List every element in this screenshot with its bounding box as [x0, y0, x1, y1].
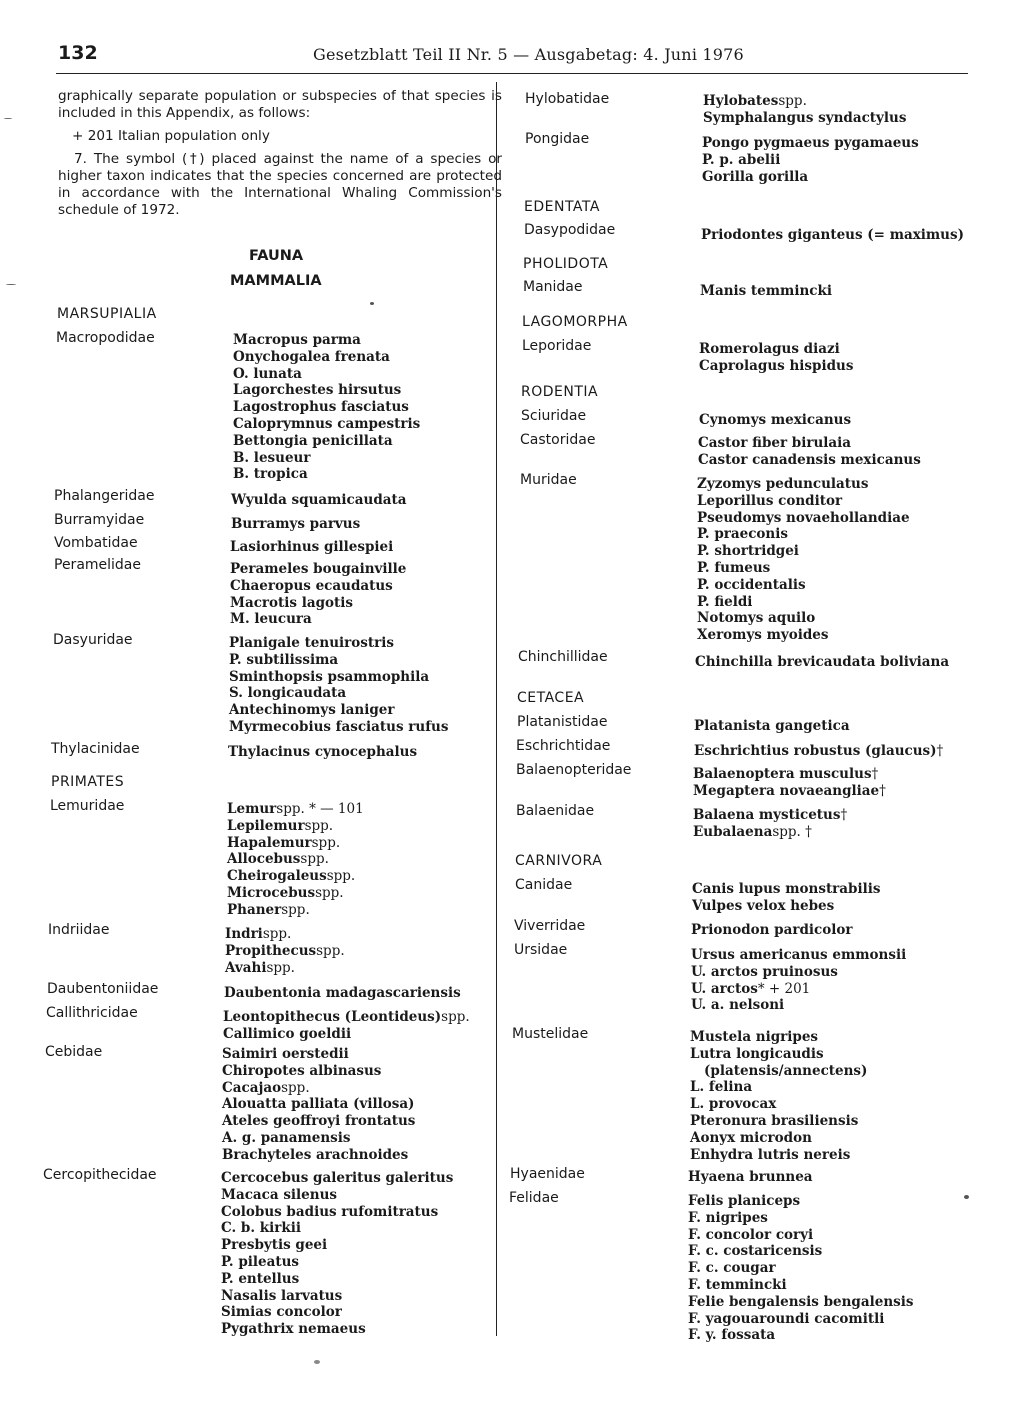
species-name: Chinchilla brevicaudata boliviana — [695, 654, 950, 670]
species-name — [222, 1147, 415, 1164]
scan-speck — [314, 1360, 320, 1364]
species-bold: Hapalemur — [227, 834, 312, 851]
species-list — [229, 635, 448, 736]
family-name: Leporidae — [522, 338, 592, 354]
species-list — [224, 985, 461, 1002]
species-list — [695, 654, 949, 671]
species-name — [222, 1096, 415, 1113]
species-suffix: spp. — [311, 834, 341, 851]
species-name: Aonyx microdon — [690, 1129, 812, 1146]
species-name: (platensis/annectens) — [704, 1062, 868, 1079]
species-name: F. c. cougar — [688, 1260, 776, 1277]
species-suffix: spp. — [281, 1079, 310, 1096]
species-name: B. lesueur — [233, 449, 311, 466]
species-name: Onychogalea frenata — [233, 348, 390, 365]
species-name: F. yagouaroundi cacomitli — [688, 1310, 885, 1327]
species-name: Notomys aquilo — [697, 610, 816, 627]
family-name: Peramelidae — [54, 557, 142, 573]
species-suffix: spp. — [315, 884, 344, 901]
species-bold: Lepilemur — [227, 817, 305, 834]
species-name — [227, 868, 364, 885]
species-name: Felis planiceps — [688, 1193, 801, 1209]
species-list — [688, 1169, 813, 1186]
species-list — [692, 881, 880, 915]
species-list — [694, 743, 943, 760]
species-list — [230, 561, 406, 628]
family-name: Indriidae — [48, 922, 110, 938]
family-name: Eschrichtidae — [516, 738, 611, 754]
family-name: Balaenopteridae — [516, 762, 632, 778]
family-name: Muridae — [520, 472, 577, 488]
species-list — [221, 1170, 453, 1338]
species-bold: A. g. panamensis — [222, 1129, 351, 1146]
species-bold: Allocebus — [227, 851, 301, 868]
family-name: Balaenidae — [516, 803, 595, 819]
species-list — [223, 1009, 470, 1043]
species-list — [691, 922, 853, 939]
species-suffix: † — [936, 743, 944, 759]
species-name: Sminthopsis psammophila — [229, 668, 430, 685]
species-name: Felie bengalensis bengalensis — [688, 1293, 914, 1310]
species-list — [700, 283, 832, 300]
mammalia-heading: MAMMALIA — [230, 273, 322, 289]
species-bold: Balaena mysticetus — [693, 807, 841, 823]
species-name — [227, 835, 364, 852]
species-name — [693, 766, 886, 783]
species-name — [691, 997, 906, 1014]
scan-speck — [6, 284, 16, 285]
species-list — [691, 947, 906, 1014]
species-name: Xeromys myoides — [697, 627, 829, 644]
species-name: Enhydra lutris nereis — [690, 1146, 851, 1163]
species-name: P. subtilissima — [229, 651, 339, 668]
species-name — [225, 926, 345, 943]
species-list — [702, 135, 919, 185]
species-suffix: spp. — [441, 1009, 470, 1025]
scan-speck — [4, 118, 12, 119]
species-list — [690, 1029, 867, 1163]
species-name — [225, 960, 345, 977]
species-bold: Chiropotes albinasus — [222, 1062, 382, 1079]
species-name: M. leucura — [230, 611, 312, 628]
species-name: Leporillus conditor — [697, 492, 843, 509]
species-name: Lutra longicaudis — [690, 1045, 824, 1062]
intro-paragraph: graphically separate population or subspecies of that species is included in this Appendix, as follows: — [58, 88, 502, 121]
species-name: Castor canadensis mexicanus — [698, 451, 921, 468]
species-bold: Ursus americanus emmonsii — [691, 947, 907, 963]
species-name: Caloprymnus campestris — [233, 415, 421, 432]
species-name: P. occidentalis — [697, 576, 806, 593]
species-name: Simias concolor — [221, 1304, 342, 1321]
species-name: Hyaena brunnea — [688, 1169, 813, 1185]
species-name — [691, 964, 906, 981]
species-name — [694, 743, 943, 760]
family-name: Dasypodidae — [524, 222, 616, 238]
species-name: F. nigripes — [688, 1209, 768, 1226]
species-name: S. longicaudata — [229, 685, 347, 702]
species-suffix: † — [879, 782, 886, 799]
family-name: Thylacinidae — [51, 741, 140, 757]
species-list — [225, 926, 345, 976]
species-name: Pseudomys novaehollandiae — [697, 509, 910, 526]
species-list — [698, 435, 921, 469]
species-bold: Saimiri oerstedii — [222, 1046, 349, 1062]
species-bold: Indri — [225, 926, 263, 942]
species-name: Planigale tenuirostris — [229, 635, 394, 651]
order-heading: LAGOMORPHA — [522, 314, 628, 330]
species-suffix: spp. — [266, 959, 295, 976]
species-name: Prionodon pardicolor — [691, 922, 853, 938]
species-bold: Cheirogaleus — [227, 868, 327, 885]
species-name: Macrotis lagotis — [230, 594, 353, 611]
species-name: P. shortridgei — [697, 543, 799, 560]
species-bold: Callimico goeldii — [223, 1025, 352, 1042]
family-name: Cebidae — [45, 1044, 103, 1060]
species-name: B. tropica — [233, 466, 308, 483]
species-suffix: spp. † — [772, 823, 812, 840]
species-name: L. provocax — [690, 1096, 777, 1113]
species-bold: Alouatta palliata (villosa) — [222, 1096, 415, 1113]
species-name: P. fumeus — [697, 559, 771, 576]
species-bold: Brachyteles arachnoides — [222, 1146, 409, 1163]
species-name: Presbytis geei — [221, 1237, 328, 1254]
species-name: F. concolor coryi — [688, 1226, 814, 1243]
species-name: Lasiorhinus gillespiei — [230, 539, 394, 555]
species-bold: Ateles geoffroyi frontatus — [222, 1113, 416, 1130]
page-number: 132 — [58, 42, 98, 64]
species-name — [222, 1080, 415, 1097]
family-name: Phalangeridae — [54, 488, 155, 504]
species-bold: Avahi — [225, 959, 267, 976]
species-name: Caprolagus hispidus — [699, 357, 854, 374]
species-name — [227, 885, 364, 902]
species-name: Platanista gangetica — [694, 718, 850, 734]
species-suffix: spp. — [326, 868, 356, 885]
species-suffix: † — [840, 807, 848, 823]
species-bold: Propithecus — [225, 942, 317, 959]
species-bold: Hylobates — [703, 93, 779, 109]
species-list — [703, 93, 906, 127]
species-list — [222, 1046, 415, 1164]
species-name: Priodontes giganteus (= maximus) — [701, 227, 964, 243]
species-bold: Eubalaena — [693, 823, 773, 840]
species-name — [223, 1026, 470, 1043]
species-name: Myrmecobius fasciatus rufus — [229, 718, 449, 735]
family-name: Pongidae — [525, 131, 590, 147]
species-name: P. praeconis — [697, 526, 788, 543]
species-bold: U. a. nelsoni — [691, 997, 785, 1014]
species-name: Daubentonia madagascariensis — [224, 985, 461, 1001]
species-suffix: * + 201 — [757, 980, 811, 997]
family-name: Callithricidae — [46, 1005, 138, 1021]
family-name: Canidae — [515, 877, 573, 893]
species-list — [693, 807, 847, 841]
order-heading: PRIMATES — [51, 774, 125, 790]
species-name: Wyulda squamicaudata — [231, 492, 407, 508]
species-name: Bettongia penicillata — [233, 432, 393, 449]
species-bold: Microcebus — [227, 884, 316, 901]
species-bold: Lemur — [227, 801, 277, 817]
species-name: Canis lupus monstrabilis — [692, 881, 881, 897]
order-heading: PHOLIDOTA — [523, 256, 609, 272]
species-name — [225, 943, 345, 960]
family-name: Felidae — [509, 1190, 559, 1206]
order-heading: RODENTIA — [521, 384, 599, 400]
species-name: Vulpes velox hebes — [692, 897, 835, 914]
species-name — [223, 1009, 470, 1026]
species-name — [222, 1046, 415, 1063]
order-heading: CARNIVORA — [515, 853, 603, 869]
species-name — [693, 807, 847, 824]
species-name — [703, 93, 906, 110]
family-name: Burramyidae — [54, 512, 145, 528]
species-name: P. entellus — [221, 1270, 300, 1287]
species-list — [228, 744, 417, 761]
species-list — [693, 766, 886, 800]
species-name — [227, 851, 364, 868]
intro-paragraph-7: 7. The symbol (†) placed against the name of a species or higher taxon indicates that the species concerned are protected in accordance with the International Whaling Commission's schedule of 1972. — [58, 151, 502, 218]
intro-text — [58, 88, 502, 225]
family-name: Hyaenidae — [510, 1166, 585, 1182]
species-name: C. b. kirkii — [221, 1220, 301, 1237]
species-bold: U. arctos pruinosus — [691, 963, 838, 980]
species-suffix: spp. — [316, 942, 345, 959]
species-name: Macropus parma — [233, 332, 361, 348]
species-list — [231, 516, 360, 533]
species-suffix: spp. — [281, 901, 310, 918]
species-suffix: † — [871, 766, 879, 782]
species-name: Romerolagus diazi — [699, 341, 840, 357]
species-bold: Eschrichtius robustus (glaucus) — [694, 743, 937, 759]
family-name: Macropodidae — [56, 330, 155, 346]
species-list — [688, 1193, 913, 1344]
species-name: Macaca silenus — [221, 1186, 338, 1203]
species-name: F. y. fossata — [688, 1327, 776, 1344]
species-name: Chaeropus ecaudatus — [230, 577, 393, 594]
species-name: Thylacinus cynocephalus — [228, 744, 418, 760]
species-list — [699, 412, 851, 429]
species-suffix: spp. — [300, 851, 329, 868]
family-name: Sciuridae — [521, 408, 587, 424]
species-name — [227, 902, 364, 919]
species-suffix: spp. * — 101 — [276, 801, 364, 817]
species-list — [694, 718, 850, 735]
order-heading: MARSUPIALIA — [57, 306, 157, 322]
order-heading: EDENTATA — [524, 199, 600, 215]
column-divider — [496, 82, 497, 1336]
fauna-heading: FAUNA — [249, 248, 304, 264]
family-name: Viverridae — [514, 918, 586, 934]
species-name: Gorilla gorilla — [702, 168, 809, 185]
species-bold: U. arctos — [691, 980, 758, 997]
species-suffix: spp. — [262, 926, 292, 942]
species-name: F. temmincki — [688, 1276, 787, 1293]
species-name — [227, 818, 364, 835]
species-list — [697, 476, 910, 644]
family-name: Vombatidae — [54, 535, 138, 551]
species-name: Zyzomys pedunculatus — [697, 476, 869, 492]
intro-example: + 201 Italian population only — [72, 128, 270, 144]
family-name: Ursidae — [514, 942, 568, 958]
species-list — [230, 539, 393, 556]
species-bold: Phaner — [227, 901, 282, 918]
species-suffix: spp. — [304, 817, 334, 834]
species-name: Lagorchestes hirsutus — [233, 382, 402, 399]
species-list — [701, 227, 964, 244]
species-name: Mustela nigripes — [690, 1029, 819, 1045]
species-name — [691, 981, 906, 998]
family-name: Dasyuridae — [53, 632, 133, 648]
species-name — [222, 1113, 415, 1130]
species-name — [227, 801, 364, 818]
family-name: Daubentoniidae — [47, 981, 159, 997]
family-name: Hylobatidae — [525, 91, 610, 107]
family-name: Cercopithecidae — [43, 1167, 157, 1183]
species-name: Antechinomys laniger — [229, 702, 395, 719]
species-name — [691, 947, 906, 964]
species-name: Pygathrix nemaeus — [221, 1321, 366, 1338]
species-name: P. p. abelii — [702, 151, 781, 168]
header-title: Gesetzblatt Teil II Nr. 5 — Ausgabetag: 4. Juni 1976 — [313, 45, 744, 64]
species-name: Manis temmincki — [700, 283, 832, 299]
species-suffix: spp. — [778, 93, 807, 109]
scan-speck — [370, 302, 374, 305]
family-name: Platanistidae — [517, 714, 608, 730]
species-name: Burramys parvus — [231, 516, 361, 532]
species-name — [693, 783, 886, 800]
header-rule — [56, 73, 968, 74]
species-name: Nasalis larvatus — [221, 1287, 343, 1304]
species-bold: Leontopithecus (Leontideus) — [223, 1009, 442, 1025]
species-name: L. felina — [690, 1079, 753, 1096]
family-name: Manidae — [523, 279, 583, 295]
species-list — [233, 332, 420, 483]
species-bold: Megaptera novaeangliae — [693, 782, 880, 799]
species-bold: Cacajao — [222, 1079, 282, 1096]
species-bold: Balaenoptera musculus — [693, 766, 872, 782]
species-name — [222, 1063, 415, 1080]
species-name — [222, 1130, 415, 1147]
scan-speck — [964, 1195, 969, 1199]
species-name: Pteronura brasiliensis — [690, 1112, 859, 1129]
species-name: Perameles bougainville — [230, 561, 407, 577]
species-name: F. c. costaricensis — [688, 1243, 823, 1260]
species-bold: Symphalangus syndactylus — [703, 109, 907, 126]
order-heading: CETACEA — [517, 690, 585, 706]
species-name — [703, 110, 906, 127]
family-name: Castoridae — [520, 432, 596, 448]
species-name: Cynomys mexicanus — [699, 412, 852, 428]
family-name: Chinchillidae — [518, 649, 608, 665]
species-name: Cercocebus galeritus galeritus — [221, 1170, 454, 1186]
species-name: Castor fiber birulaia — [698, 435, 852, 451]
species-list — [699, 341, 853, 375]
species-name: P. pileatus — [221, 1253, 300, 1270]
species-name: P. fieldi — [697, 593, 753, 610]
species-name: Colobus badius rufomitratus — [221, 1203, 439, 1220]
species-name: O. lunata — [233, 365, 302, 382]
species-name: Lagostrophus fasciatus — [233, 399, 409, 416]
species-list — [227, 801, 364, 919]
family-name: Lemuridae — [50, 798, 125, 814]
species-name: Pongo pygmaeus pygamaeus — [702, 135, 919, 151]
species-list — [231, 492, 407, 509]
species-name — [693, 824, 847, 841]
family-name: Mustelidae — [512, 1026, 589, 1042]
